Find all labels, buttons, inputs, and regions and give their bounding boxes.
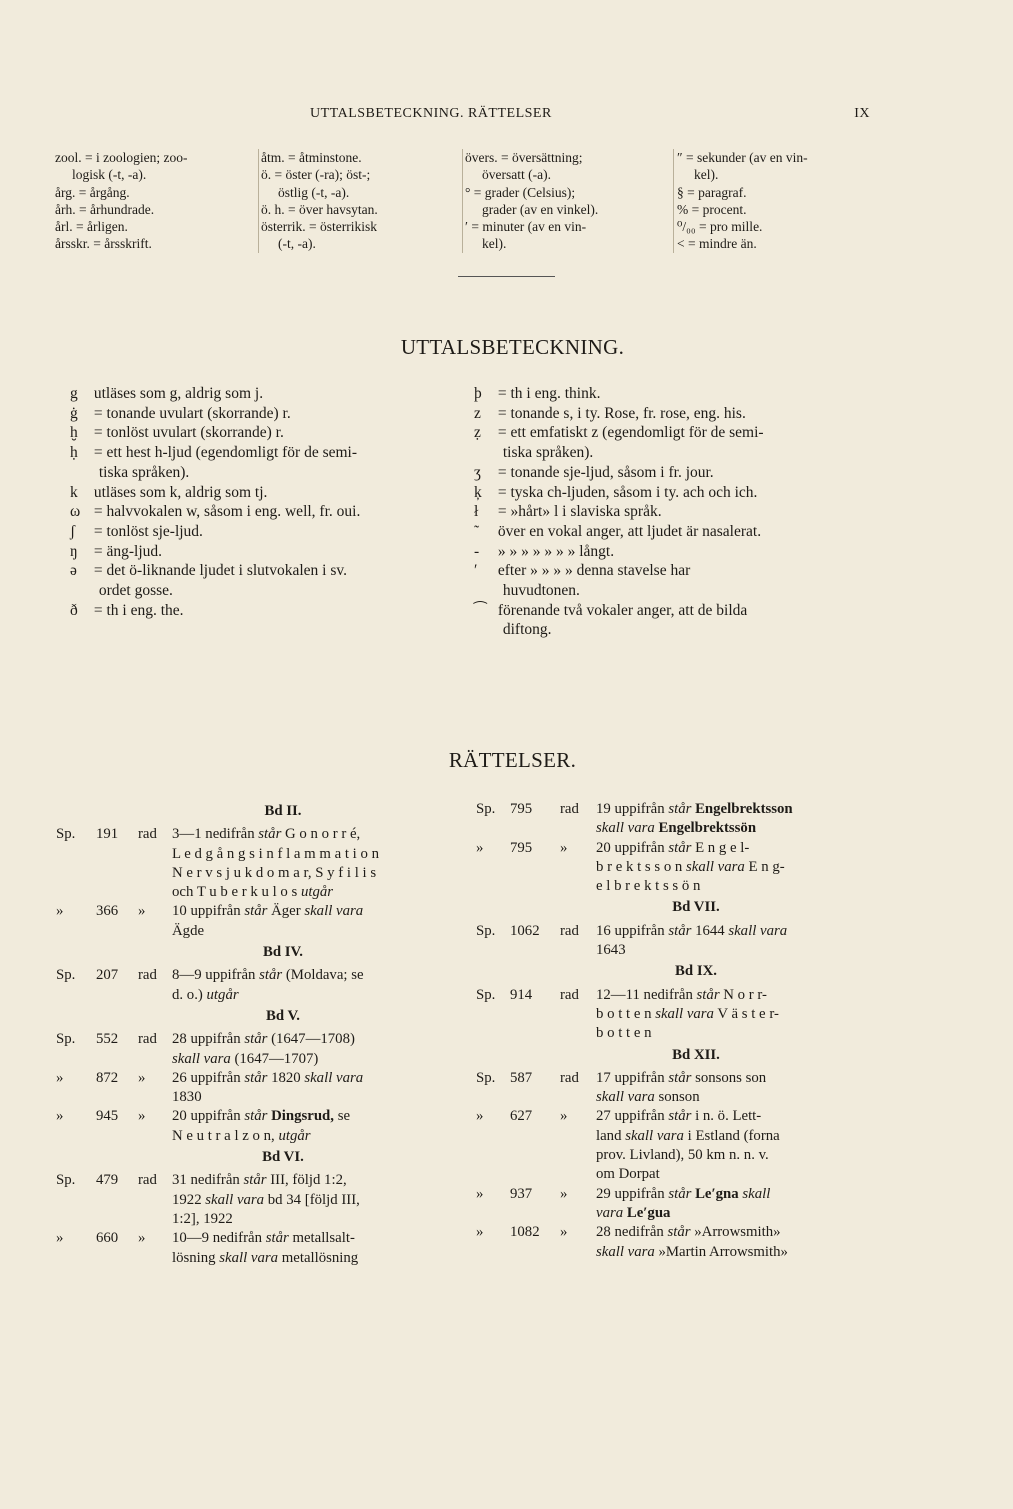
phonetic-symbol: ġ bbox=[70, 404, 78, 422]
entry-sp: Sp. bbox=[56, 967, 76, 984]
abbrev-column-3 bbox=[462, 149, 675, 253]
entry-text-part: (1647—1708) bbox=[271, 1031, 355, 1048]
errata-left-column bbox=[56, 800, 454, 1268]
errata-entry bbox=[476, 1107, 876, 1184]
abbrev-line: ö. h. = över havsytan. bbox=[261, 201, 378, 217]
entry-text-part: Engelbrektsson bbox=[695, 801, 793, 817]
entry-text-part: 1922 bbox=[172, 1191, 202, 1208]
running-title: UTTALSBETECKNING. RÄTTELSER bbox=[310, 106, 552, 121]
entry-text-part: V ä s t e r- bbox=[717, 1005, 779, 1022]
entry-star: står bbox=[668, 839, 692, 856]
abbrev-column-1 bbox=[55, 149, 251, 253]
errata-entry bbox=[476, 986, 876, 1044]
entry-text-part: 27 uppifrån bbox=[596, 1108, 665, 1125]
pronunciation-line bbox=[474, 601, 874, 621]
entry-text-part: (1647—1707) bbox=[234, 1050, 319, 1067]
abbrev-line: ° = grader (Celsius); bbox=[465, 184, 576, 200]
entry-text-part: land bbox=[596, 1127, 622, 1144]
entry-sp: » bbox=[56, 1230, 64, 1247]
phonetic-symbol: ḥ bbox=[70, 444, 78, 462]
entry-text-part: (Moldava; se bbox=[285, 967, 364, 984]
abbrev-line: övers. = översättning; bbox=[465, 150, 583, 165]
abbrev-line: österrik. = österrikisk bbox=[261, 219, 377, 235]
entry-text-part: sonsons son bbox=[695, 1069, 767, 1086]
pronunciation-text: = tonlöst uvulart (skorrande) r. bbox=[93, 424, 284, 442]
entry-text bbox=[172, 1107, 454, 1146]
phonetic-symbol: ẓ bbox=[474, 424, 481, 442]
entry-star: står bbox=[668, 801, 692, 817]
entry-utgar: utgår bbox=[278, 1127, 311, 1144]
pronunciation-text: huvudtonen. bbox=[502, 582, 580, 600]
entry-text-part: G o n o r r é, bbox=[285, 826, 361, 843]
entry-skall-vara: skall vara bbox=[304, 903, 364, 920]
abbrev-line: ″ = sekunder (av en vin- bbox=[677, 150, 808, 165]
phonetic-symbol: ⁀ bbox=[474, 601, 487, 619]
phonetic-symbol: ŋ bbox=[70, 542, 78, 560]
entry-sp: » bbox=[476, 1185, 484, 1202]
errata-entry bbox=[476, 800, 876, 839]
pronunciation-line bbox=[70, 463, 462, 483]
abbrev-line: < = mindre än. bbox=[677, 236, 757, 252]
pronunciation-line bbox=[474, 384, 874, 404]
abbrev-line: ö. = öster (-ra); öst-; bbox=[261, 167, 371, 183]
phonetic-symbol: ə bbox=[70, 562, 77, 580]
entry-text bbox=[172, 1030, 454, 1069]
pronunciation-line bbox=[70, 601, 462, 621]
entry-rad: rad bbox=[560, 922, 579, 939]
pronunciation-text: över en vokal anger, att ljudet är nasalerat. bbox=[497, 522, 762, 540]
entry-text bbox=[596, 839, 876, 897]
entry-text bbox=[596, 1223, 876, 1262]
pronunciation-line bbox=[70, 561, 462, 581]
page-number: IX bbox=[854, 106, 870, 121]
entry-star: står bbox=[259, 967, 283, 984]
pronunciation-line bbox=[70, 384, 462, 404]
entry-skall-vara: skall bbox=[742, 1185, 771, 1202]
phonetic-symbol: ł bbox=[474, 503, 479, 521]
entry-page: 552 bbox=[96, 1031, 119, 1048]
entry-text-part: 10 uppifrån bbox=[172, 903, 241, 920]
entry-text bbox=[596, 800, 876, 839]
entry-text-part: 1643 bbox=[596, 942, 626, 959]
entry-star: står bbox=[668, 1069, 692, 1086]
entry-star: står bbox=[667, 1224, 691, 1241]
entry-text bbox=[172, 825, 454, 902]
pronunciation-text: = th i eng. the. bbox=[93, 601, 184, 619]
entry-skall-vara: vara bbox=[596, 1204, 624, 1221]
pronunciation-text: förenande två vokaler anger, att de bilda bbox=[497, 601, 748, 619]
abbrev-line: översatt (-a). bbox=[482, 167, 551, 183]
entry-text-part: 31 nedifrån bbox=[172, 1172, 240, 1189]
entry-text bbox=[172, 1171, 454, 1229]
pronunciation-line bbox=[70, 443, 462, 463]
entry-text-part: N e r v s j u k d o m a r, S y f i l i s bbox=[172, 864, 377, 881]
errata-entry bbox=[476, 839, 876, 897]
entry-text-part: i Estland (forna bbox=[687, 1127, 780, 1144]
pronunciation-text: = tonande sje-ljud, såsom i fr. jour. bbox=[497, 463, 714, 481]
errata-entry bbox=[56, 1171, 454, 1229]
pronunciation-text: = th i eng. think. bbox=[497, 385, 601, 402]
pronunciation-line bbox=[474, 502, 874, 522]
entry-text-part: 20 uppifrån bbox=[596, 839, 665, 856]
pronunciation-left-column bbox=[70, 384, 462, 620]
abbrev-line: östlig (-t, -a). bbox=[278, 184, 350, 200]
pronunciation-line bbox=[70, 581, 462, 601]
entry-rad: rad bbox=[560, 801, 579, 817]
entry-sp: » bbox=[56, 1108, 64, 1125]
volume-heading: Bd IV. bbox=[262, 944, 304, 961]
pronunciation-title: UTTALSBETECKNING. bbox=[400, 335, 625, 359]
entry-rad: rad bbox=[560, 986, 579, 1003]
entry-text bbox=[172, 966, 454, 1005]
entry-page: 945 bbox=[96, 1108, 119, 1125]
pronunciation-text: utläses som k, aldrig som tj. bbox=[93, 483, 268, 501]
entry-sp: » bbox=[56, 903, 64, 920]
abbrev-line: % = procent. bbox=[677, 201, 747, 217]
entry-sp: » bbox=[476, 1224, 484, 1241]
entry-text-part: »Arrowsmith» bbox=[694, 1224, 781, 1241]
phonetic-symbol: g bbox=[70, 385, 78, 402]
entry-text-part: 20 uppifrån bbox=[172, 1108, 241, 1125]
entry-sp: » bbox=[476, 839, 484, 856]
pronunciation-text: = ett emfatiskt z (egendomligt för de semi- bbox=[497, 424, 764, 442]
entry-skall-vara: skall vara bbox=[655, 1005, 714, 1022]
abbrev-line: årl. = årligen. bbox=[55, 219, 128, 235]
entry-text-part: Ägde bbox=[172, 922, 205, 939]
entry-text-part: 1820 bbox=[271, 1069, 301, 1086]
entry-text-part: lösning bbox=[172, 1249, 216, 1266]
abbrev-line: kel). bbox=[482, 236, 507, 252]
pronunciation-line bbox=[474, 620, 874, 640]
entry-star: står bbox=[668, 922, 692, 939]
abbrev-column-2 bbox=[258, 149, 461, 253]
pronunciation-line bbox=[474, 404, 874, 424]
entry-text-part: N o r r- bbox=[723, 986, 767, 1003]
pronunciation-text: = tyska ch-ljuden, såsom i ty. ach och ich. bbox=[497, 483, 758, 501]
pronunciation-text: tiska språken). bbox=[98, 463, 190, 481]
volume-heading: Bd II. bbox=[264, 803, 302, 819]
entry-text-part: 19 uppifrån bbox=[596, 801, 665, 817]
entry-text-part: 1830 bbox=[172, 1089, 202, 1106]
pronunciation-line bbox=[70, 483, 462, 503]
entry-rad: rad bbox=[138, 1031, 157, 1048]
entry-text-part: bd 34 [följd III, bbox=[267, 1191, 360, 1208]
entry-skall-vara: skall vara bbox=[728, 922, 788, 939]
entry-skall-vara: skall vara bbox=[686, 858, 745, 875]
pronunciation-line bbox=[474, 522, 874, 542]
errata-entry bbox=[476, 1069, 876, 1108]
volume-heading: Bd VI. bbox=[262, 1149, 304, 1166]
pronunciation-text: = tonande uvulart (skorrande) r. bbox=[93, 404, 291, 422]
phonetic-symbol: ˜ bbox=[474, 522, 480, 540]
pronunciation-line bbox=[70, 502, 462, 522]
entry-rad: rad bbox=[138, 1172, 157, 1189]
entry-rad: » bbox=[138, 1230, 146, 1247]
abbrev-line: zool. = i zoologien; zoo- bbox=[55, 150, 188, 165]
phonetic-symbol: ʒ bbox=[474, 463, 481, 481]
phonetic-symbol: - bbox=[474, 542, 480, 560]
entry-page: 366 bbox=[96, 903, 119, 920]
entry-skall-vara: skall vara bbox=[304, 1069, 364, 1086]
entry-text-part: N e u t r a l z o n, bbox=[172, 1127, 275, 1144]
pronunciation-line bbox=[474, 443, 874, 463]
abbrev-column-4 bbox=[673, 149, 877, 253]
entry-text-part: III, följd 1:2, bbox=[270, 1172, 347, 1189]
entry-sp: » bbox=[476, 1108, 484, 1125]
phonetic-symbol: ð bbox=[70, 601, 78, 619]
abbrev-line: ⁰/₀₀ = pro mille. bbox=[677, 219, 763, 235]
pronunciation-line bbox=[70, 542, 462, 562]
entry-text bbox=[596, 922, 876, 961]
entry-page: 660 bbox=[96, 1230, 119, 1247]
phonetic-symbol: z bbox=[474, 404, 481, 422]
volume-heading: Bd XII. bbox=[672, 1046, 720, 1063]
entry-page: 207 bbox=[96, 967, 119, 984]
entry-text-part: metallsalt- bbox=[292, 1230, 355, 1247]
abbrev-line: årh. = århundrade. bbox=[55, 201, 155, 217]
entry-text-part: se bbox=[337, 1108, 351, 1125]
entry-star: står bbox=[258, 826, 282, 843]
entry-text-part: prov. Livland), 50 km n. n. v. bbox=[596, 1147, 769, 1164]
divider-rule bbox=[458, 276, 555, 277]
pronunciation-text: ordet gosse. bbox=[98, 582, 173, 600]
entry-skall-vara: skall vara bbox=[205, 1191, 265, 1208]
entry-text bbox=[172, 1069, 454, 1108]
entry-rad: rad bbox=[138, 967, 157, 984]
pronunciation-right-column bbox=[474, 384, 874, 640]
pronunciation-text: efter » » » » denna stavelse har bbox=[497, 562, 691, 580]
entry-utgar: utgår bbox=[206, 986, 239, 1003]
entry-page: 872 bbox=[96, 1069, 119, 1086]
pronunciation-text: tiska språken). bbox=[502, 444, 594, 462]
entry-rad: » bbox=[138, 903, 146, 920]
volume-heading: Bd V. bbox=[265, 1007, 300, 1024]
errata-title: RÄTTELSER. bbox=[448, 748, 577, 772]
entry-text-part: 12—11 nedifrån bbox=[596, 986, 693, 1003]
entry-sp: Sp. bbox=[56, 1031, 76, 1048]
entry-star: står bbox=[244, 1108, 268, 1125]
pronunciation-line bbox=[70, 522, 462, 542]
entry-text-part: Le′gua bbox=[626, 1204, 671, 1221]
entry-text-part: E n g- bbox=[748, 858, 785, 875]
pronunciation-line bbox=[474, 542, 874, 562]
errata-entry bbox=[56, 1069, 454, 1108]
errata-entry bbox=[56, 902, 454, 941]
entry-text bbox=[596, 1185, 876, 1224]
entry-utgar: utgår bbox=[300, 884, 334, 901]
entry-text-part: om Dorpat bbox=[596, 1166, 660, 1183]
entry-text-part: sonson bbox=[658, 1089, 700, 1106]
entry-star: står bbox=[244, 1069, 268, 1086]
entry-text-part: 3—1 nedifrån bbox=[172, 826, 255, 843]
entry-text-part: 28 nedifrån bbox=[596, 1224, 664, 1241]
entry-text-part: Le′gna bbox=[695, 1185, 739, 1202]
entry-page: 795 bbox=[510, 839, 533, 856]
entry-text-part: 17 uppifrån bbox=[596, 1069, 665, 1086]
entry-star: står bbox=[668, 1108, 692, 1125]
pronunciation-line bbox=[474, 423, 874, 443]
abbrev-line: § = paragraf. bbox=[677, 184, 747, 200]
entry-text-part: 8—9 uppifrån bbox=[172, 967, 256, 984]
entry-text-part: metallösning bbox=[281, 1249, 359, 1266]
pronunciation-text: = tonande s, i ty. Rose, fr. rose, eng. his. bbox=[497, 404, 746, 422]
pronunciation-text: = halvvokalen w, såsom i eng. well, fr. oui. bbox=[93, 503, 361, 521]
entry-skall-vara: skall vara bbox=[596, 820, 655, 837]
pronunciation-text: utläses som g, aldrig som j. bbox=[93, 385, 264, 402]
errata-entry bbox=[56, 966, 454, 1005]
entry-text-part: T u b e r k u l o s bbox=[196, 884, 298, 901]
pronunciation-text: = »hårt» l i slaviska språk. bbox=[497, 503, 662, 521]
pronunciation-line bbox=[474, 581, 874, 601]
entry-text-part: 10—9 nedifrån bbox=[172, 1230, 262, 1247]
entry-skall-vara: skall vara bbox=[625, 1127, 684, 1144]
entry-page: 1082 bbox=[510, 1224, 540, 1241]
entry-skall-vara: skall vara bbox=[219, 1249, 279, 1266]
entry-rad: » bbox=[560, 1224, 568, 1241]
abbrev-line: årsskr. = årsskrift. bbox=[55, 236, 152, 252]
entry-text-part: E n g e l- bbox=[695, 839, 750, 856]
pronunciation-line bbox=[474, 483, 874, 503]
entry-skall-vara: skall vara bbox=[596, 1089, 655, 1106]
entry-sp: Sp. bbox=[476, 986, 496, 1003]
phonetic-symbol: ḫ bbox=[70, 424, 78, 442]
phonetic-symbol: ķ bbox=[474, 483, 482, 501]
entry-text-part: b r e k t s s o n bbox=[596, 858, 683, 875]
entry-text-part: d. o.) bbox=[172, 986, 203, 1003]
abbrev-line: årg. = årgång. bbox=[55, 184, 130, 200]
phonetic-symbol: ′ bbox=[474, 562, 478, 580]
errata-entry bbox=[56, 1229, 454, 1268]
entry-star: står bbox=[668, 1185, 692, 1202]
pronunciation-text: = ett hest h-ljud (egendomligt för de semi- bbox=[93, 444, 358, 462]
entry-sp: Sp. bbox=[476, 801, 496, 817]
entry-rad: rad bbox=[138, 826, 157, 843]
pronunciation-line bbox=[70, 404, 462, 424]
entry-rad: » bbox=[560, 839, 568, 856]
entry-text-part: e l b r e k t s s ö n bbox=[596, 878, 701, 895]
entry-sp: Sp. bbox=[56, 826, 76, 843]
entry-text bbox=[596, 1069, 876, 1108]
errata-entry bbox=[476, 1185, 876, 1224]
entry-sp: Sp. bbox=[56, 1172, 76, 1189]
entry-text-part: b o t t e n bbox=[596, 1025, 652, 1042]
entry-text-part: b o t t e n bbox=[596, 1005, 652, 1022]
entry-page: 1062 bbox=[510, 922, 540, 939]
entry-text bbox=[596, 986, 876, 1044]
entry-page: 914 bbox=[510, 986, 533, 1003]
phonetic-symbol: k bbox=[70, 483, 78, 501]
entry-text-part: 29 uppifrån bbox=[596, 1185, 665, 1202]
errata-entry bbox=[56, 1030, 454, 1069]
abbrev-line: åtm. = åtminstone. bbox=[261, 150, 362, 165]
entry-text-part: Engelbrektssön bbox=[658, 820, 757, 837]
abbrev-line: grader (av en vinkel). bbox=[482, 201, 599, 217]
abbrev-line: kel). bbox=[694, 167, 719, 183]
abbrev-line: ′ = minuter (av en vin- bbox=[465, 219, 587, 235]
entry-text-part: 1:2], 1922 bbox=[172, 1210, 233, 1227]
pronunciation-line bbox=[474, 561, 874, 581]
entry-text bbox=[172, 1229, 454, 1268]
entry-star: står bbox=[696, 986, 720, 1003]
entry-rad: rad bbox=[560, 1069, 579, 1086]
abbrev-line: logisk (-t, -a). bbox=[72, 167, 147, 183]
errata-entry bbox=[476, 1223, 876, 1262]
entry-rad: » bbox=[138, 1069, 146, 1086]
entry-star: står bbox=[244, 903, 268, 920]
entry-page: 937 bbox=[510, 1185, 533, 1202]
pronunciation-text: diftong. bbox=[502, 621, 552, 639]
entry-skall-vara: skall vara bbox=[596, 1243, 655, 1260]
errata-entry bbox=[56, 825, 454, 902]
entry-star: står bbox=[243, 1172, 267, 1189]
entry-text-part: 1644 bbox=[695, 922, 725, 939]
errata-right-column bbox=[476, 800, 876, 1262]
running-header bbox=[55, 106, 870, 126]
entry-text-part: och bbox=[172, 884, 194, 901]
volume-heading: Bd IX. bbox=[675, 963, 717, 980]
entry-page: 479 bbox=[96, 1172, 119, 1189]
entry-rad: » bbox=[138, 1108, 146, 1125]
entry-text-part: L e d g å n g s i n f l a m m a t i o n bbox=[172, 845, 379, 862]
abbreviation-list bbox=[55, 149, 870, 252]
entry-text bbox=[172, 902, 454, 941]
phonetic-symbol: ʃ bbox=[70, 522, 76, 540]
pronunciation-line bbox=[70, 423, 462, 443]
entry-text-part: »Martin Arrowsmith» bbox=[658, 1243, 788, 1260]
pronunciation-text: = äng-ljud. bbox=[93, 542, 163, 560]
volume-heading: Bd VII. bbox=[672, 899, 720, 916]
pronunciation-text: = tonlöst sje-ljud. bbox=[93, 522, 203, 540]
entry-text-part: Dingsrud, bbox=[271, 1108, 334, 1125]
entry-sp: Sp. bbox=[476, 922, 496, 939]
pronunciation-text: = det ö-liknande ljudet i slutvokalen i sv. bbox=[93, 562, 347, 580]
entry-text-part: Äger bbox=[271, 903, 301, 920]
entry-text-part: 26 uppifrån bbox=[172, 1069, 241, 1086]
entry-text-part: 16 uppifrån bbox=[596, 922, 665, 939]
entry-page: 627 bbox=[510, 1108, 533, 1125]
entry-text bbox=[596, 1107, 876, 1184]
entry-text-part: 28 uppifrån bbox=[172, 1031, 241, 1048]
entry-rad: » bbox=[560, 1108, 568, 1125]
entry-rad: » bbox=[560, 1185, 568, 1202]
entry-sp: » bbox=[56, 1069, 64, 1086]
entry-page: 795 bbox=[510, 801, 533, 817]
entry-page: 587 bbox=[510, 1069, 533, 1086]
entry-text-part: i n. ö. Lett- bbox=[695, 1108, 762, 1125]
errata-entry bbox=[56, 1107, 454, 1146]
entry-sp: Sp. bbox=[476, 1069, 496, 1086]
phonetic-symbol: ω bbox=[70, 503, 81, 521]
entry-page: 191 bbox=[96, 826, 119, 843]
pronunciation-line bbox=[474, 463, 874, 483]
entry-skall-vara: skall vara bbox=[172, 1050, 231, 1067]
entry-star: står bbox=[244, 1031, 268, 1048]
entry-star: står bbox=[265, 1230, 289, 1247]
abbrev-line: (-t, -a). bbox=[278, 236, 316, 252]
pronunciation-text: » » » » » » » långt. bbox=[497, 542, 615, 560]
phonetic-symbol: þ bbox=[474, 385, 482, 402]
errata-entry bbox=[476, 922, 876, 961]
